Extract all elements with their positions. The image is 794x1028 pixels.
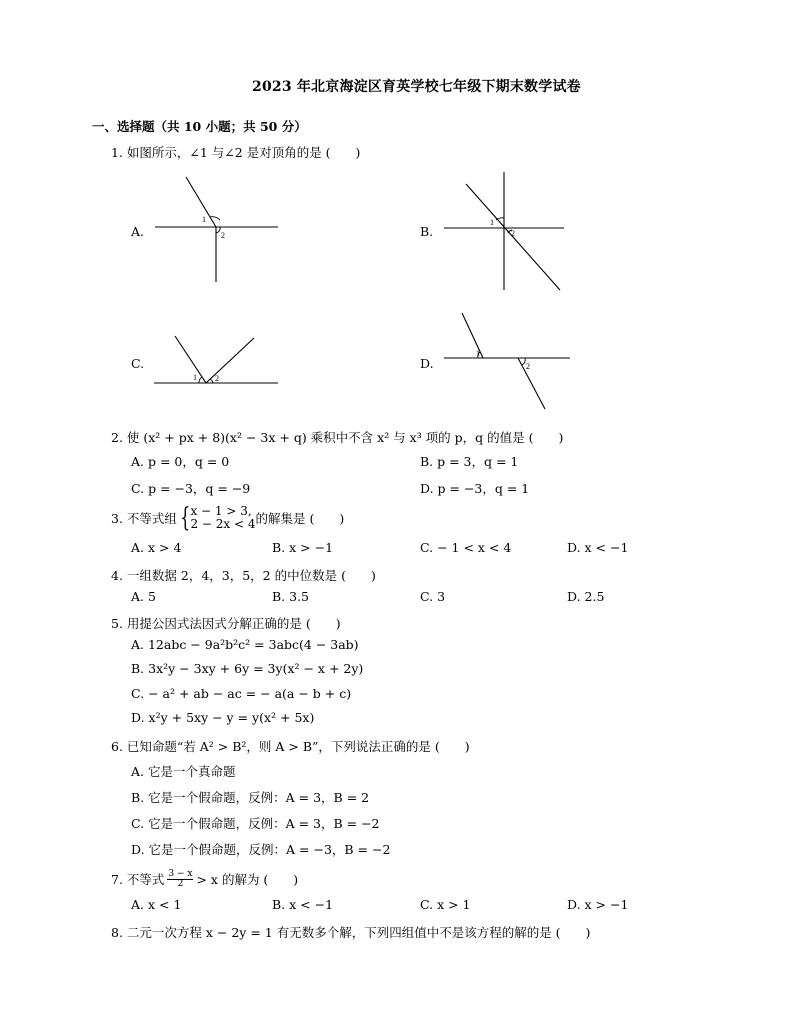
q3-option-d: D. x < −1 bbox=[567, 540, 629, 555]
q1-label-c: C. bbox=[131, 356, 145, 371]
figure-c-arc-1 bbox=[199, 377, 202, 383]
figure-d-lower-slant-line bbox=[518, 358, 545, 409]
q2-option-b: B. p = 3，q = 1 bbox=[420, 454, 519, 469]
figure-a-angle-2-label: 2 bbox=[221, 231, 225, 240]
figure-c-arc-2 bbox=[210, 379, 213, 383]
q5-option-c: C. − a² + ab − ac = − a(a − b + c) bbox=[131, 686, 352, 701]
q7-stem-prefix: 7. 不等式 bbox=[111, 872, 165, 887]
q7-option-b: B. x < −1 bbox=[272, 897, 334, 912]
q7-option-a: A. x < 1 bbox=[131, 897, 182, 912]
q4-option-d: D. 2.5 bbox=[567, 589, 605, 604]
figure-a-slant-line bbox=[186, 177, 216, 227]
q3-system-line-2: 2 − 2x < 4 bbox=[190, 517, 256, 531]
q5-option-a: A. 12abc − 9a²b²c² = 3abc(4 − 3ab) bbox=[131, 637, 359, 652]
figure-c-left-line bbox=[175, 336, 206, 383]
q2-option-d: D. p = −3，q = 1 bbox=[420, 481, 530, 496]
page-title: 2023 年北京海淀区育英学校七年级下期末数学试卷 bbox=[252, 79, 581, 95]
q3-option-c: C. − 1 < x < 4 bbox=[420, 540, 512, 555]
q3-option-b: B. x > −1 bbox=[272, 540, 334, 555]
q3-stem-suffix: 的解集是 ( ) bbox=[255, 511, 345, 526]
q6-option-a: A. 它是一个真命题 bbox=[131, 764, 236, 779]
q3-system bbox=[190, 505, 255, 531]
figure-b-angle-1-label: 1 bbox=[490, 218, 494, 227]
q1-label-b: B. bbox=[420, 224, 434, 239]
section-heading: 一、选择题（共 10 小题；共 50 分） bbox=[92, 119, 307, 134]
figure-a-arc-2 bbox=[216, 227, 220, 233]
q5-option-b: B. 3x²y − 3xy + 6y = 3y(x² − x + 2y) bbox=[131, 661, 364, 676]
q1-label-d: D. bbox=[420, 356, 434, 371]
q2-option-c: C. p = −3，q = −9 bbox=[131, 481, 251, 496]
q7-fraction-denominator: 2 bbox=[177, 878, 184, 889]
q1-figure-a bbox=[150, 175, 285, 285]
q5-stem: 5. 用提公因式法因式分解正确的是 ( ) bbox=[111, 616, 341, 631]
q5-option-d: D. x²y + 5xy − y = y(x² + 5x) bbox=[131, 710, 315, 725]
q2-option-a: A. p = 0，q = 0 bbox=[131, 454, 230, 469]
q4-option-c: C. 3 bbox=[420, 589, 446, 604]
q1-stem: 1. 如图所示，∠1 与∠2 是对顶角的是 ( ) bbox=[111, 145, 361, 160]
figure-b-arc-1 bbox=[496, 218, 504, 220]
q4-option-b: B. 3.5 bbox=[272, 589, 310, 604]
q1-figure-c bbox=[150, 332, 285, 390]
q7-fraction-numerator: 3 − x bbox=[168, 868, 193, 879]
q3-stem-prefix: 3. 不等式组 bbox=[111, 511, 177, 526]
q7-stem bbox=[111, 867, 298, 891]
q4-stem: 4. 一组数据 2，4，3，5，2 的中位数是 ( ) bbox=[111, 568, 376, 583]
figure-b-angle-2-label: 2 bbox=[511, 229, 515, 238]
q3-system-line-1: x − 1 > 3, bbox=[190, 504, 252, 518]
q7-fraction bbox=[167, 870, 193, 889]
q6-stem: 6. 已知命题“若 A² > B²，则 A > B”，下列说法正确的是 ( ) bbox=[111, 739, 470, 754]
figure-d-angle-1-label: 1 bbox=[476, 349, 480, 358]
q3-brace: { bbox=[180, 503, 191, 533]
q7-stem-suffix: > x 的解为 ( ) bbox=[196, 872, 299, 887]
q6-option-d: D. 它是一个假命题，反例：A = −3，B = −2 bbox=[131, 842, 391, 857]
q3-option-a: A. x > 4 bbox=[131, 540, 182, 555]
q7-option-c: C. x > 1 bbox=[420, 897, 471, 912]
q1-figure-d bbox=[440, 310, 575, 412]
figure-a-angle-1-label: 1 bbox=[202, 215, 206, 224]
q6-option-b: B. 它是一个假命题，反例：A = 3，B = 2 bbox=[131, 790, 370, 805]
q2-stem: 2. 使 (x² + px + 8)(x² − 3x + q) 乘积中不含 x² 与 x³ 项的 p，q 的值是 ( ) bbox=[111, 430, 564, 445]
figure-c-angle-1-label: 1 bbox=[193, 373, 197, 382]
figure-d-angle-2-label: 2 bbox=[526, 362, 530, 371]
figure-c-right-line bbox=[206, 338, 254, 383]
figure-c-angle-2-label: 2 bbox=[215, 374, 219, 383]
q7-option-d: D. x > −1 bbox=[567, 897, 629, 912]
q6-option-c: C. 它是一个假命题，反例：A = 3，B = −2 bbox=[131, 816, 380, 831]
q4-option-a: A. 5 bbox=[131, 589, 156, 604]
q3-stem bbox=[111, 503, 344, 533]
q1-label-a: A. bbox=[131, 224, 145, 239]
q8-stem: 8. 二元一次方程 x − 2y = 1 有无数多个解，下列四组值中不是该方程的解的是 ( ) bbox=[111, 925, 591, 940]
q1-figure-b bbox=[440, 170, 570, 295]
figure-d-arc-2 bbox=[522, 358, 525, 365]
